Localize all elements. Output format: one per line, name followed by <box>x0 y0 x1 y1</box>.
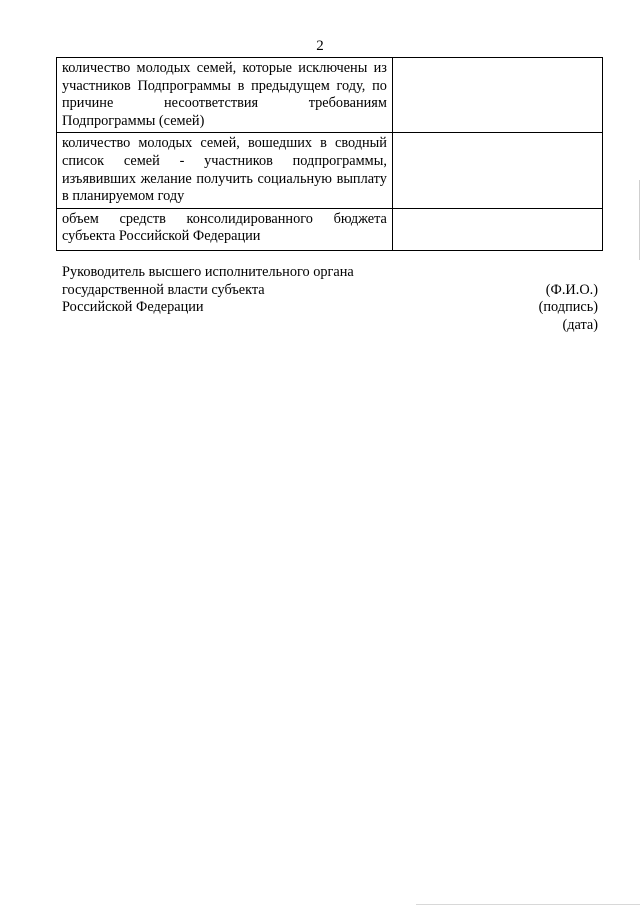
page-number: 2 <box>316 38 324 54</box>
signature-field: (подпись) <box>538 299 598 315</box>
full-name-field: (Ф.И.О.) <box>545 281 598 298</box>
table-row <box>57 133 603 208</box>
signatory-title-line: государственной власти субъекта <box>62 281 265 298</box>
signature-fields <box>539 282 598 335</box>
row-value <box>392 208 602 250</box>
row-label: количество молодых семей, которые исключены из участников Подпрограммы в предыдущем году, по причине несоответствия требованиям Подпрограммы (семей) <box>57 58 393 133</box>
table-row <box>57 58 603 133</box>
row-value <box>392 133 602 208</box>
table-row <box>57 208 603 250</box>
signatory-title <box>62 264 422 317</box>
signatory-title-line: Российской Федерации <box>62 299 204 315</box>
report-table <box>56 57 603 251</box>
signatory-title-line: Руководитель высшего исполнительного органа <box>62 264 354 280</box>
row-value <box>392 58 602 133</box>
row-label: объем средств консолидированного бюджета субъекта Российской Федерации <box>57 208 393 250</box>
date-field: (дата) <box>562 316 598 333</box>
row-label: количество молодых семей, вошедших в сводный список семей - участников подпрограммы, изъявивших желание получить социальную выплату в планируемом году <box>57 133 393 208</box>
